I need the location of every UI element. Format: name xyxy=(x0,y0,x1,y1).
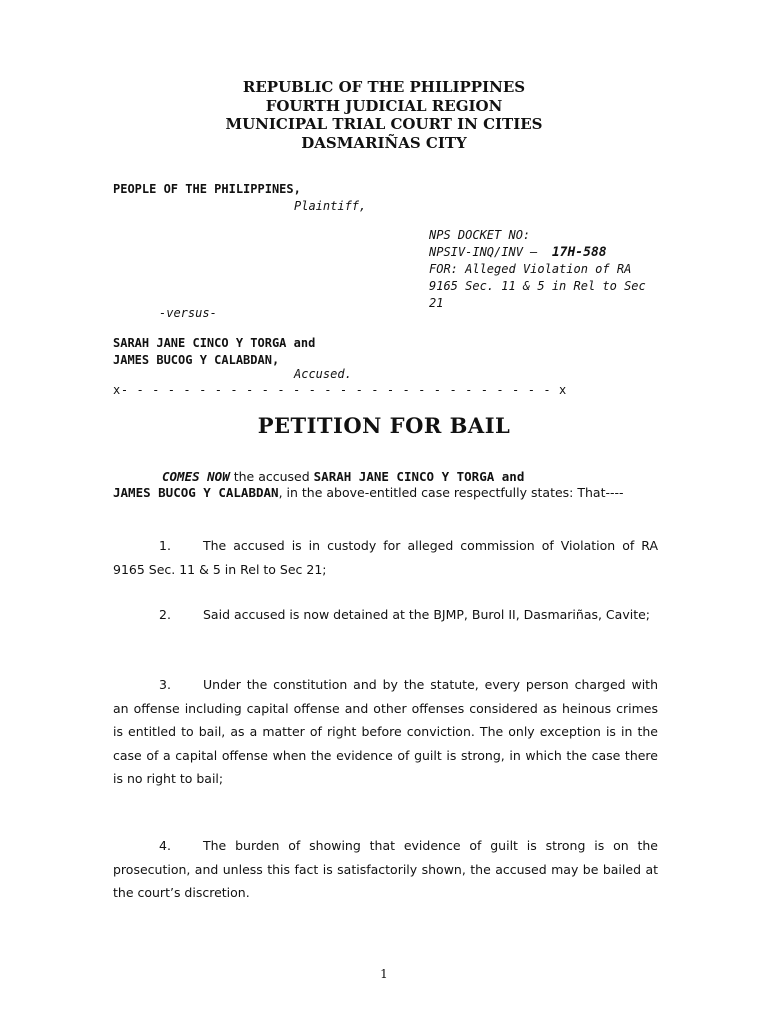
intro-text-2: , in the above-entitled case respectfully states: That---- xyxy=(278,485,624,500)
page-number: 1 xyxy=(380,967,388,981)
intro-accused-2: JAMES BUCOG Y CALABDAN xyxy=(113,485,279,500)
plaintiff-name: PEOPLE OF THE PHILIPPINES, xyxy=(113,182,301,196)
docket-block xyxy=(429,227,659,312)
header-region: FOURTH JUDICIAL REGION xyxy=(265,96,503,115)
paragraph-text: The accused is in custody for alleged commission of Violation of RA 9165 Sec. 11 & 5 in Rel to Sec 21; xyxy=(113,538,658,577)
paragraph-number: 4. xyxy=(159,838,171,853)
offense-line-1: FOR: Alleged Violation of RA xyxy=(429,262,632,276)
paragraph-number: 1. xyxy=(159,538,171,553)
docket-number: 17H-588 xyxy=(551,245,607,260)
intro-paragraph xyxy=(113,469,658,501)
paragraph-number: 3. xyxy=(159,677,171,692)
docket-label: NPS DOCKET NO: xyxy=(429,228,531,242)
intro-text-1: the accused xyxy=(229,469,314,484)
paragraph-text: Said accused is now detained at the BJMP, Burol II, Dasmariñas, Cavite; xyxy=(203,607,650,622)
comes-now: COMES NOW xyxy=(162,469,230,484)
intro-accused-1: SARAH JANE CINCO Y TORGA and xyxy=(313,469,525,484)
paragraph-text: The burden of showing that evidence of guilt is strong is on the prosecution, and unless this fact is satisfactorily shown, the accused may be bailed at the court’s discretion. xyxy=(113,838,658,900)
paragraph-text: Under the constitution and by the statute, every person charged with an offense including capital offense and other offenses considered as heinous crimes is entitled to bail, as a matter of right before conviction. The only exception is in the case of a capital offense when the evidence of guilt is strong, in which the case there is no right to bail; xyxy=(113,677,658,786)
document-title: PETITION FOR BAIL xyxy=(257,413,511,438)
paragraph-number: 2. xyxy=(159,607,171,622)
paragraph-2 xyxy=(113,603,658,627)
offense-line-2: 9165 Sec. 11 & 5 in Rel to Sec xyxy=(429,279,646,293)
plaintiff-role: Plaintiff, xyxy=(294,199,367,213)
accused-name-2: JAMES BUCOG Y CALABDAN, xyxy=(113,353,280,367)
court-header xyxy=(0,78,768,152)
accused-role: Accused. xyxy=(294,367,352,381)
header-republic: REPUBLIC OF THE PHILIPPINES xyxy=(242,78,526,96)
paragraph-1 xyxy=(113,534,658,581)
header-court: MUNICIPAL TRIAL COURT IN CITIES xyxy=(225,115,543,133)
docket-line xyxy=(429,244,659,261)
paragraph-3 xyxy=(113,673,658,791)
offense-line-3: 21 xyxy=(429,296,444,310)
accused-name-1: SARAH JANE CINCO Y TORGA and xyxy=(113,336,316,350)
docket-prefix: NPSIV-INQ/INV – xyxy=(429,245,538,259)
paragraph-4 xyxy=(113,834,658,905)
header-city: DASMARIÑAS CITY xyxy=(301,133,467,152)
versus-label: -versus- xyxy=(159,306,217,320)
caption-separator: x- - - - - - - - - - - - - - - - - - - - - - - - - - - - x xyxy=(113,383,567,397)
